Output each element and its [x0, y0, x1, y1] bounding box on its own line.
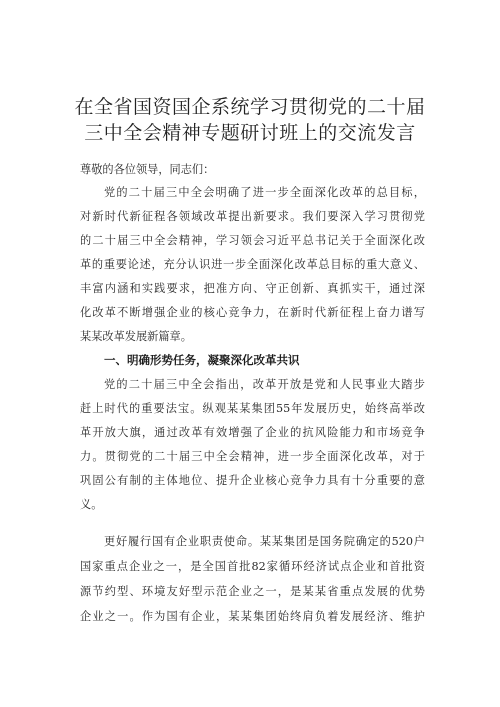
paragraph-2-line: 义。: [80, 498, 103, 511]
section-heading-1: 一、明确形势任务，凝聚深化改革共识: [104, 353, 300, 367]
paragraph-1-line: 的二十届三中全会精神，学习领会习近平总书记关于全面深化改: [80, 234, 425, 247]
document-title-line-1: 在全省国资国企系统学习贯彻党的二十届: [74, 96, 426, 118]
paragraph-2-line: 党的二十届三中全会指出，改革开放是党和人民事业大踏步: [104, 378, 425, 391]
paragraph-2-line: 赶上时代的重要法宝。纵观某某集团55年发展历史，始终高举改: [80, 402, 425, 415]
paragraph-1-line: 某某改革发展新篇章。: [80, 330, 192, 343]
salutation: 尊敬的各位领导，同志们：: [80, 163, 215, 176]
document-title-line-2: 三中全会精神专题研讨班上的交流发言: [84, 122, 416, 144]
paragraph-2-line: 巩固公有制的主体地位、提升企业核心竞争力具有十分重要的意: [80, 474, 425, 487]
paragraph-1-line: 对新时代新征程各领域改革提出新要求。我们要深入学习贯彻党: [80, 210, 425, 223]
paragraph-1-line: 丰富内涵和实践要求，把准方向、守正创新、真抓实干，通过深: [80, 282, 425, 295]
paragraph-3-line: 源节约型、环境友好型示范企业之一，是某某省重点发展的优势: [80, 585, 425, 598]
paragraph-2-line: 力。贯彻党的二十届三中全会精神，进一步全面深化改革，对于: [80, 450, 425, 463]
paragraph-1-line: 革的重要论述，充分认识进一步全面深化改革总目标的重大意义、: [80, 258, 425, 271]
paragraph-3-line: 国家重点企业之一，是全国首批82家循环经济试点企业和首批资: [80, 560, 425, 573]
paragraph-1-line: 化改革不断增强企业的核心竞争力，在新时代新征程上奋力谱写: [80, 306, 425, 319]
paragraph-2-line: 革开放大旗，通过改革有效增强了企业的抗风险能力和市场竞争: [80, 426, 425, 439]
paragraph-1-line: 党的二十届三中全会明确了进一步全面深化改革的总目标，: [104, 186, 425, 199]
paragraph-3-line: 更好履行国有企业职责使命。某某集团是国务院确定的520户: [104, 535, 425, 548]
paragraph-3-line: 企业之一。作为国有企业，某某集团始终肩负着发展经济、维护: [80, 610, 425, 623]
